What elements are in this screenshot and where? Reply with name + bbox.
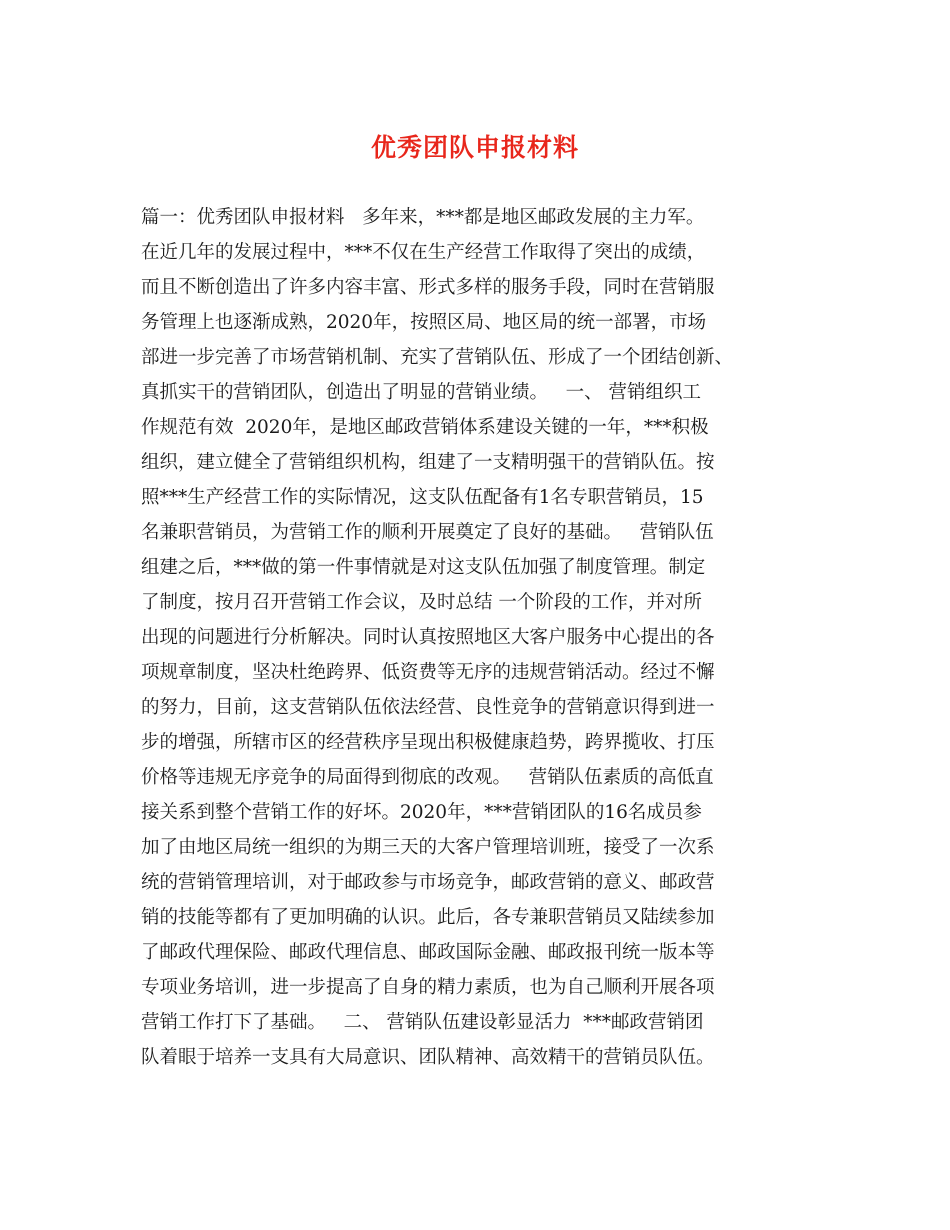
body-line: 真抓实干的营销团队，创造出了明显的营销业绩。 一、 营销组织工 bbox=[141, 382, 702, 403]
body-line: 在近几年的发展过程中，***不仅在生产经营工作取得了突出的成绩， bbox=[141, 242, 706, 263]
body-line: 营销工作打下了基础。 二、 营销队伍建设彰显活力 ***邮政营销团 bbox=[141, 1012, 704, 1033]
body-line: 名兼职营销员，为营销工作的顺利开展奠定了良好的基础。 营销队伍 bbox=[141, 522, 714, 543]
body-line: 而且不断创造出了许多内容丰富、形式多样的服务手段，同时在营销服 bbox=[141, 277, 715, 298]
body-line: 价格等违规无序竞争的局面得到彻底的改观。 营销队伍素质的高低直 bbox=[141, 767, 714, 788]
body-line: 作规范有效 2020年，是地区邮政营销体系建设关键的一年，***积极 bbox=[141, 417, 709, 438]
body-line: 篇一：优秀团队申报材料 多年来，***都是地区邮政发展的主力军。 bbox=[141, 207, 705, 228]
body-line: 项规章制度，坚决杜绝跨界、低资费等无序的违规营销活动。经过不懈 bbox=[141, 662, 715, 683]
body-line: 加了由地区局统一组织的为期三天的大客户管理培训班，接受了一次系 bbox=[141, 837, 715, 858]
body-line: 务管理上也逐渐成熟，2020年，按照区局、地区局的统一部署，市场 bbox=[141, 312, 707, 333]
body-line: 出现的问题进行分析解决。同时认真按照地区大客户服务中心提出的各 bbox=[141, 627, 715, 648]
body-line: 的努力，目前，这支营销队伍依法经营、良性竞争的营销意识得到进一 bbox=[141, 697, 715, 718]
body-line: 组织，建立健全了营销组织机构，组建了一支精明强干的营销队伍。按 bbox=[141, 452, 715, 473]
body-line: 步的增强，所辖市区的经营秩序呈现出积极健康趋势，跨界揽收、打压 bbox=[141, 732, 715, 753]
document-body bbox=[141, 200, 827, 1075]
body-line: 接关系到整个营销工作的好坏。2020年，***营销团队的16名成员参 bbox=[141, 802, 702, 823]
body-line: 组建之后，***做的第一件事情就是对这支队伍加强了制度管理。制定 bbox=[141, 557, 706, 578]
body-line: 统的营销管理培训，对于邮政参与市场竞争，邮政营销的意义、邮政营 bbox=[141, 872, 715, 893]
body-line: 了制度，按月召开营销工作会议，及时总结 一个阶段的工作，并对所 bbox=[141, 592, 702, 613]
body-line: 销的技能等都有了更加明确的认识。此后，各专兼职营销员又陆续参加 bbox=[141, 907, 715, 928]
body-line: 照***生产经营工作的实际情况，这支队伍配备有1名专职营销员，15 bbox=[141, 487, 704, 508]
body-line: 专项业务培训，进一步提高了自身的精力素质，也为自己顺利开展各项 bbox=[141, 977, 715, 998]
document-title: 优秀团队申报材料 bbox=[370, 133, 579, 162]
body-line: 了邮政代理保险、邮政代理信息、邮政国际金融、邮政报刊统一版本等 bbox=[141, 942, 715, 963]
body-line: 部进一步完善了市场营销机制、充实了营销队伍、形成了一个团结创新、 bbox=[141, 347, 734, 368]
body-line: 队着眼于培养一支具有大局意识、团队精神、高效精干的营销员队伍。 bbox=[141, 1047, 715, 1068]
